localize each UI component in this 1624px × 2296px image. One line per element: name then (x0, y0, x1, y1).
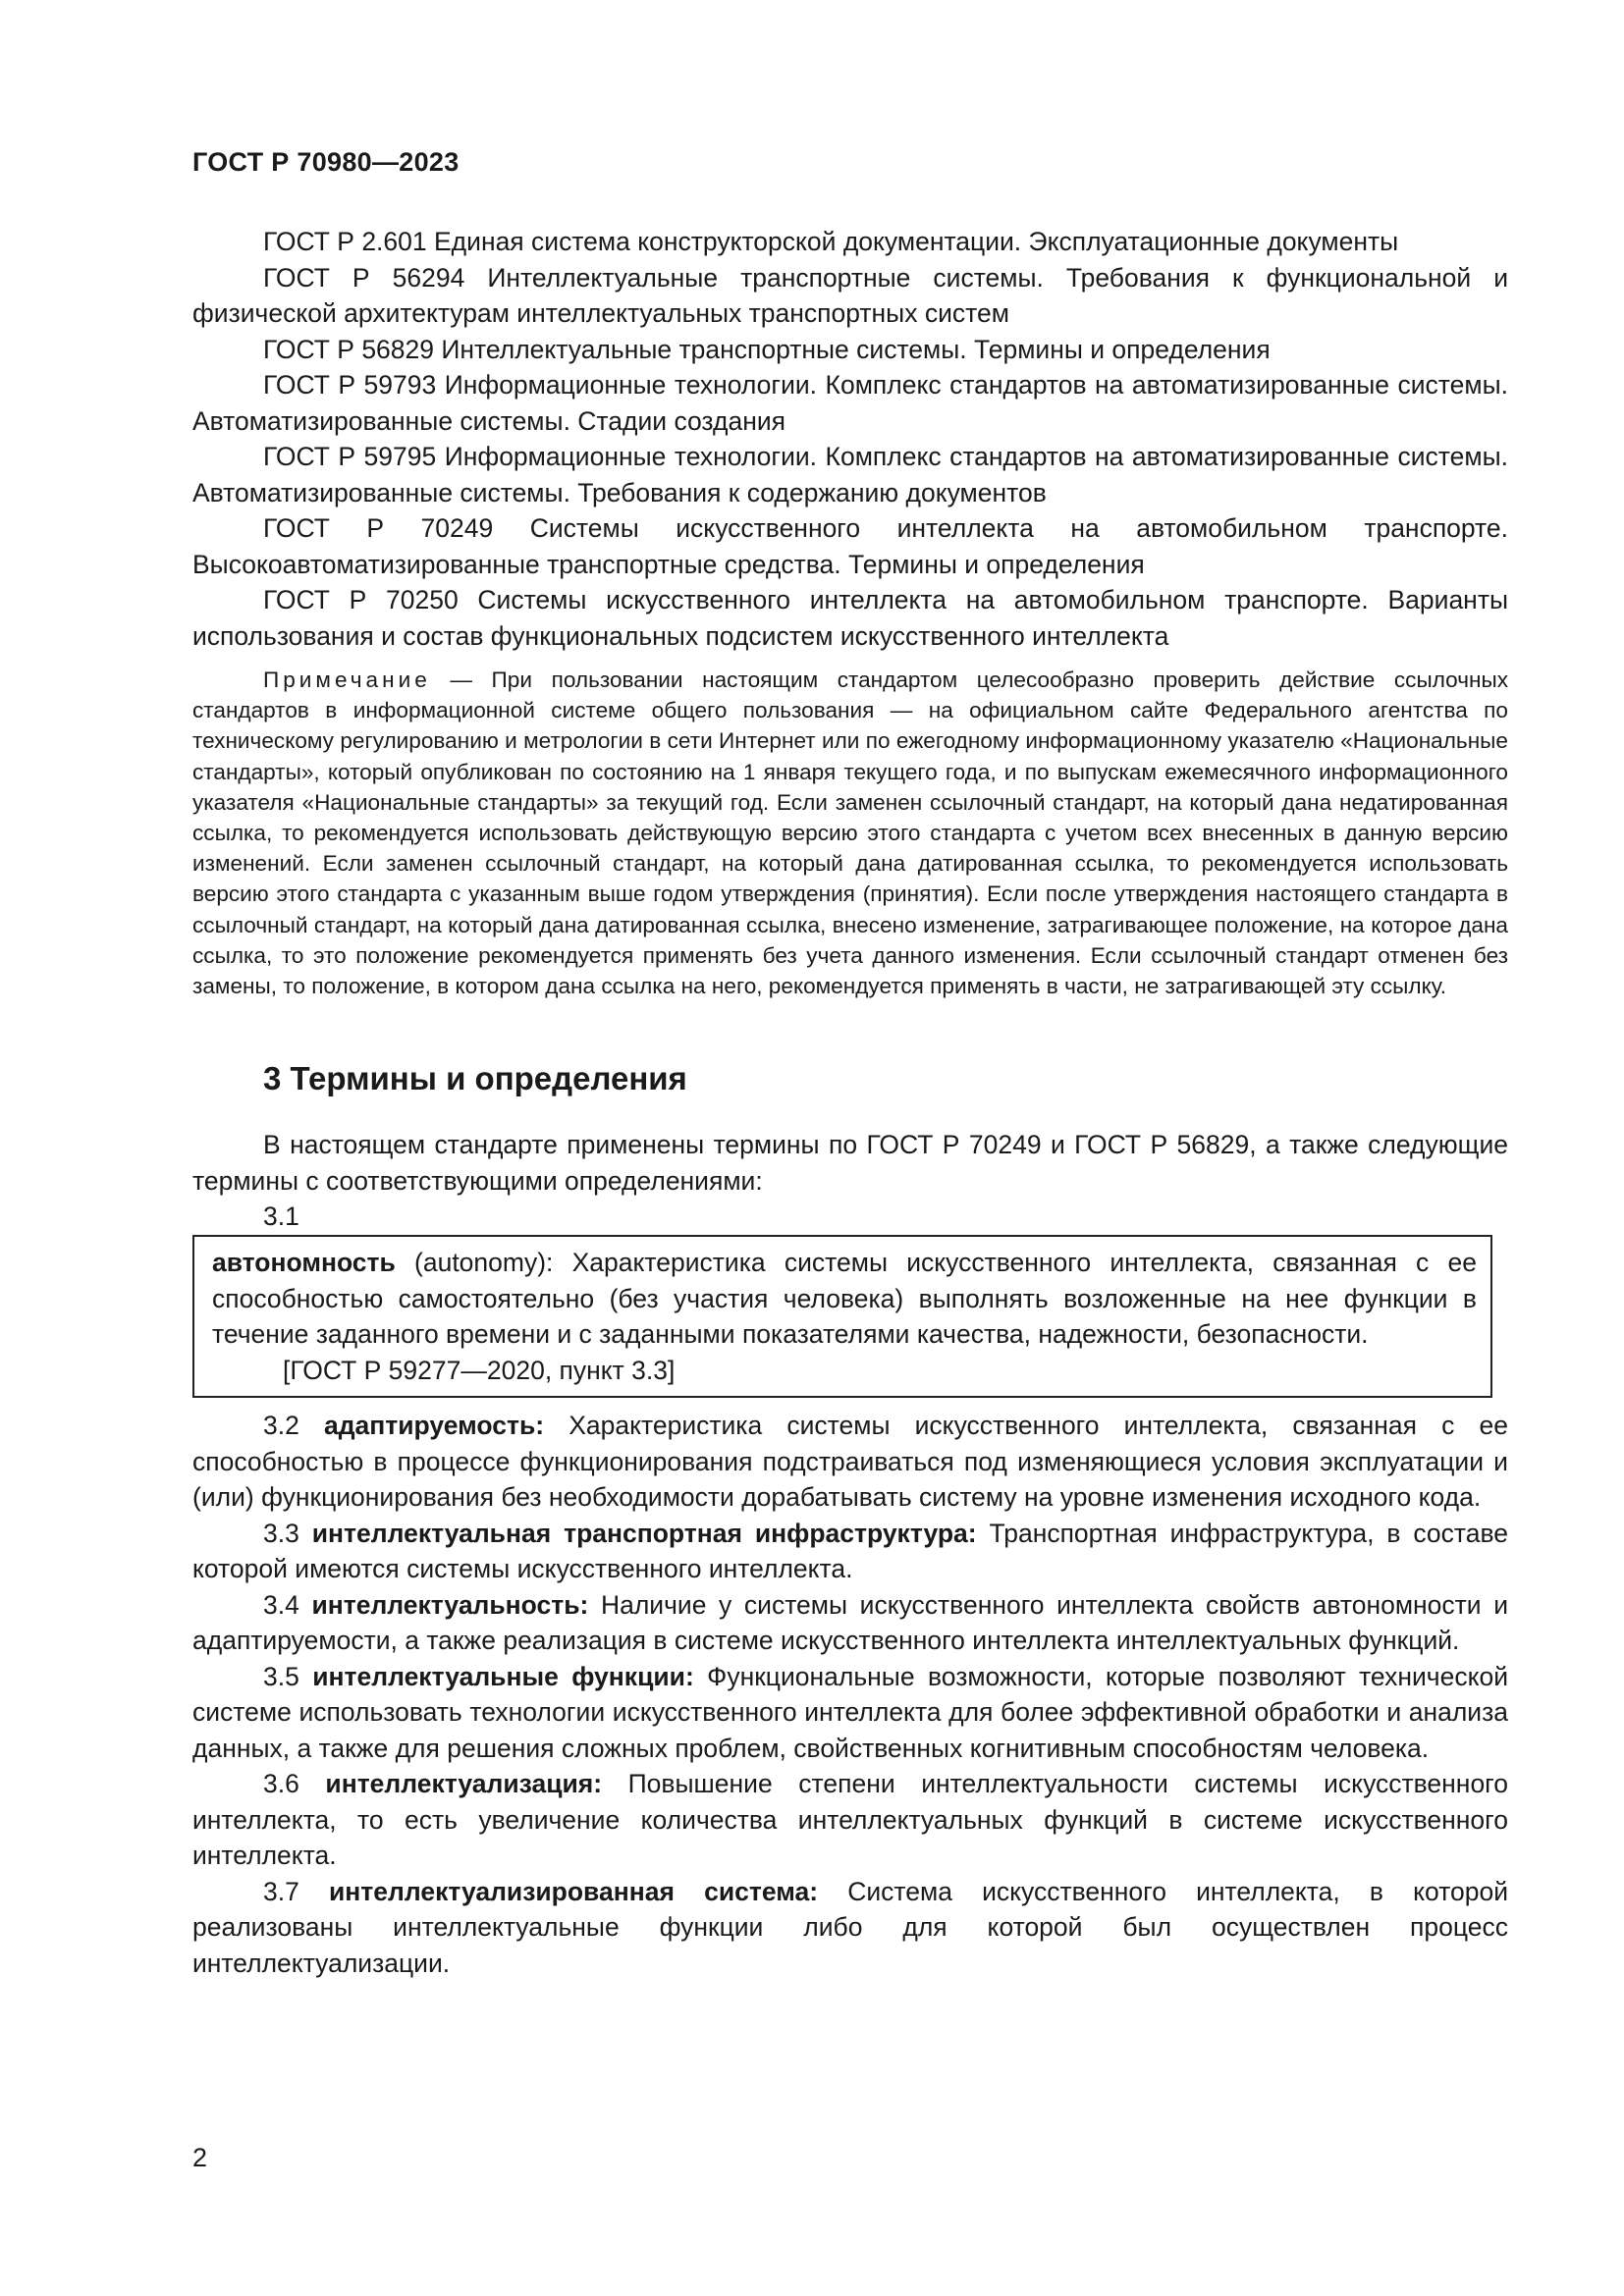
term-name: интеллектуальная транспортная инфраструктура: (311, 1518, 977, 1548)
boxed-term (192, 1235, 1492, 1398)
term-definition: Система искусственного интеллекта, в которой реализованы интеллектуальные функции либо для которой был осуществлен процесс интеллектуализации. (192, 1876, 1509, 1978)
term-entry (192, 1516, 1508, 1587)
note-label: Примечание (263, 667, 431, 692)
section-intro (192, 1127, 1508, 1235)
terms-list (192, 1408, 1508, 1981)
term-definition: Транспортная инфраструктура, в составе которой имеются системы искусственного интеллекта. (192, 1518, 1509, 1583)
reference-item: ГОСТ Р 2.601 Единая система конструкторской документации. Эксплуатационные документы (263, 227, 1399, 256)
reference-item: ГОСТ Р 56294 Интеллектуальные транспортные системы. Требования к функциональной и физической архитектурам интеллектуальных транспортных систем (192, 262, 1508, 328)
reference-item: ГОСТ Р 70250 Системы искусственного интеллекта на автомобильном транспорте. Варианты использования и состав функциональных подсистем искусственного интеллекта (192, 585, 1508, 651)
term-definition: (autonomy): Характеристика системы искусственного интеллекта, связанная с ее способностью самостоятельно (без участия человека) выполнять возложенные на нее функции в течение заданного времени и с заданными показателями качества, надежности, безопасности. (212, 1248, 1477, 1349)
term-number: 3.3 (263, 1518, 312, 1548)
term-name: автономность (212, 1248, 396, 1277)
term-number: 3.6 (263, 1769, 326, 1798)
intro-paragraph: В настоящем стандарте применены термины по ГОСТ Р 70249 и ГОСТ Р 56829, а также следующие термины с соответствующими определениями: (192, 1130, 1508, 1196)
reference-item: ГОСТ Р 70249 Системы искусственного интеллекта на автомобильном транспорте. Высокоавтоматизированные транспортные средства. Термины и определения (192, 513, 1508, 579)
term-definition: Наличие у системы искусственного интеллекта свойств автономности и адаптируемости, а также реализация в системе искусственного интеллекта интеллектуальных функций. (192, 1589, 1508, 1655)
reference-item: ГОСТ Р 59795 Информационные технологии. Комплекс стандартов на автоматизированные системы. Автоматизированные системы. Требования к содержанию документов (192, 442, 1508, 507)
reference-item: ГОСТ Р 59793 Информационные технологии. Комплекс стандартов на автоматизированные системы. Автоматизированные системы. Стадии создания (192, 370, 1508, 436)
boxed-term-definition (212, 1245, 1477, 1353)
section-title: 3 Термины и определения (263, 1060, 687, 1096)
term-entry (192, 1587, 1508, 1659)
term-definition: Характеристика системы искусственного интеллекта, связанная с ее способностью в процессе функционирования подстраиваться под изменяющиеся условия эксплуатации и (или) функционирования без необходимости дорабатывать систему на уровне изменения исходного кода. (192, 1411, 1508, 1512)
term-name: интеллектуальность: (311, 1589, 589, 1620)
term-name: интеллектуализация: (325, 1769, 603, 1798)
term-number: 3.1 (263, 1201, 299, 1231)
references-list (192, 224, 1508, 654)
term-definition: Повышение степени интеллектуальности системы искусственного интеллекта, то есть увеличение количества интеллектуальных функций в системе искусственного интеллекта. (192, 1769, 1508, 1870)
term-number: 3.7 (263, 1876, 329, 1906)
note-paragraph (192, 665, 1508, 1001)
term-entry (192, 1766, 1508, 1874)
term-entry (192, 1874, 1508, 1982)
term-number: 3.5 (263, 1661, 313, 1691)
term-name: интеллектуальные функции: (312, 1661, 694, 1691)
reference-item: ГОСТ Р 56829 Интеллектуальные транспортные системы. Термины и определения (263, 334, 1271, 364)
term-name: адаптируемость: (323, 1411, 545, 1440)
term-entry (192, 1408, 1508, 1516)
document-header: ГОСТ Р 70980—2023 (192, 147, 460, 177)
term-number: 3.2 (263, 1411, 324, 1440)
term-name: интеллектуализированная система: (329, 1876, 819, 1906)
term-definition: Функциональные возможности, которые позволяют технической системе использовать технологии искусственного интеллекта для более эффективной обработки и анализа данных, а также для решения сложных проблем, свойственных когнитивным способностям человека. (192, 1661, 1509, 1763)
note-text: — При пользовании настоящим стандартом целесообразно проверить действие ссылочных стандартов в информационной системе общего пользования — на официальном сайте Федерального агентства по техническому регулированию и метрологии в сети Интернет или по ежегодному информационному указателю «Национальные стандарты», который опубликован по состоянию на 1 января текущего года, и по выпускам ежемесячного информационного указателя «Национальные стандарты» за текущий год. Если заменен ссылочный стандарт, на который дана недатированная ссылка, то рекомендуется использовать действующую версию этого стандарта с учетом всех внесенных в данную версию изменений. Если заменен ссылочный стандарт, на который дана датированная ссылка, то рекомендуется использовать версию этого стандарта с указанным выше годом утверждения (принятия). Если после утверждения настоящего стандарта в ссылочный стандарт, на который дана датированная ссылка, внесено изменение, затрагивающее положение, на которое дана ссылка, то это положение рекомендуется применять без учета данного изменения. Если ссылочный стандарт отменен без замены, то положение, в котором дана ссылка на него, рекомендуется применять в части, не затрагивающей эту ссылку. (192, 667, 1508, 999)
term-entry (192, 1659, 1508, 1767)
term-source: [ГОСТ Р 59277—2020, пункт 3.3] (283, 1355, 676, 1385)
term-number: 3.4 (263, 1589, 312, 1620)
page-number: 2 (192, 2143, 208, 2172)
